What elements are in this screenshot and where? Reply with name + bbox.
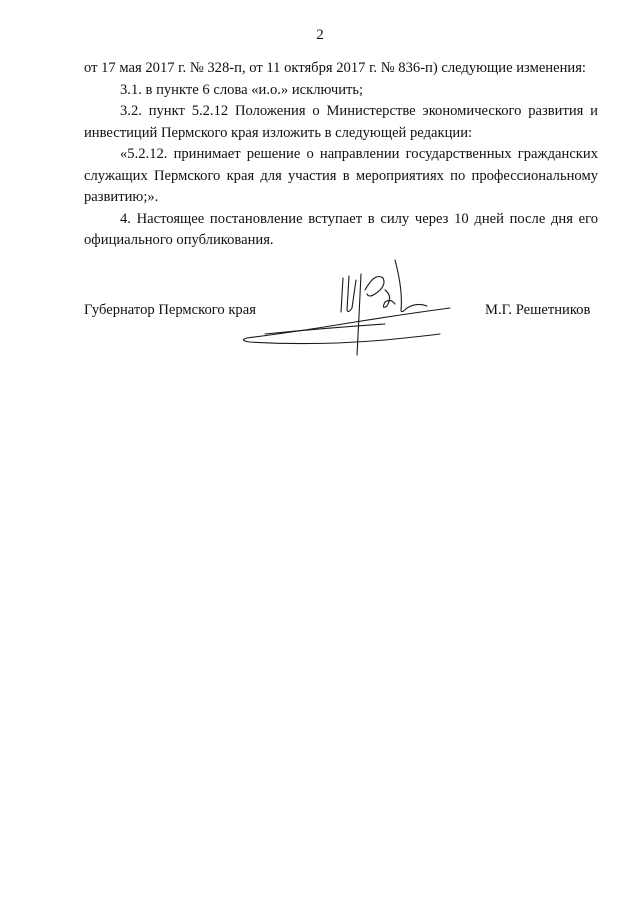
paragraph-3-2: 3.2. пункт 5.2.12 Положения о Министерстве экономического развития и инвестиций Пермского края изложить в следующей редакции: bbox=[84, 103, 598, 141]
paragraph-4: 4. Настоящее постановление вступает в силу через 10 дней после дня его официального опубликования. bbox=[84, 210, 598, 248]
handwritten-signature bbox=[235, 250, 465, 360]
document-body bbox=[84, 58, 598, 252]
signer-title: Губернатор Пермского края bbox=[84, 302, 256, 318]
paragraph-3-1: 3.1. в пункте 6 слова «и.о.» исключить; bbox=[120, 81, 364, 98]
page-number: 2 bbox=[316, 27, 324, 43]
paragraph-continuation: от 17 мая 2017 г. № 328-п, от 11 октября 2017 г. № 836-п) следующие изменения: bbox=[84, 60, 586, 76]
paragraph-quote-5-2-12: «5.2.12. принимает решение о направлении государственных гражданских служащих Пермского края для участия в мероприятиях по профессиональному развитию;». bbox=[84, 146, 598, 205]
signer-name: М.Г. Решетников bbox=[485, 302, 591, 318]
